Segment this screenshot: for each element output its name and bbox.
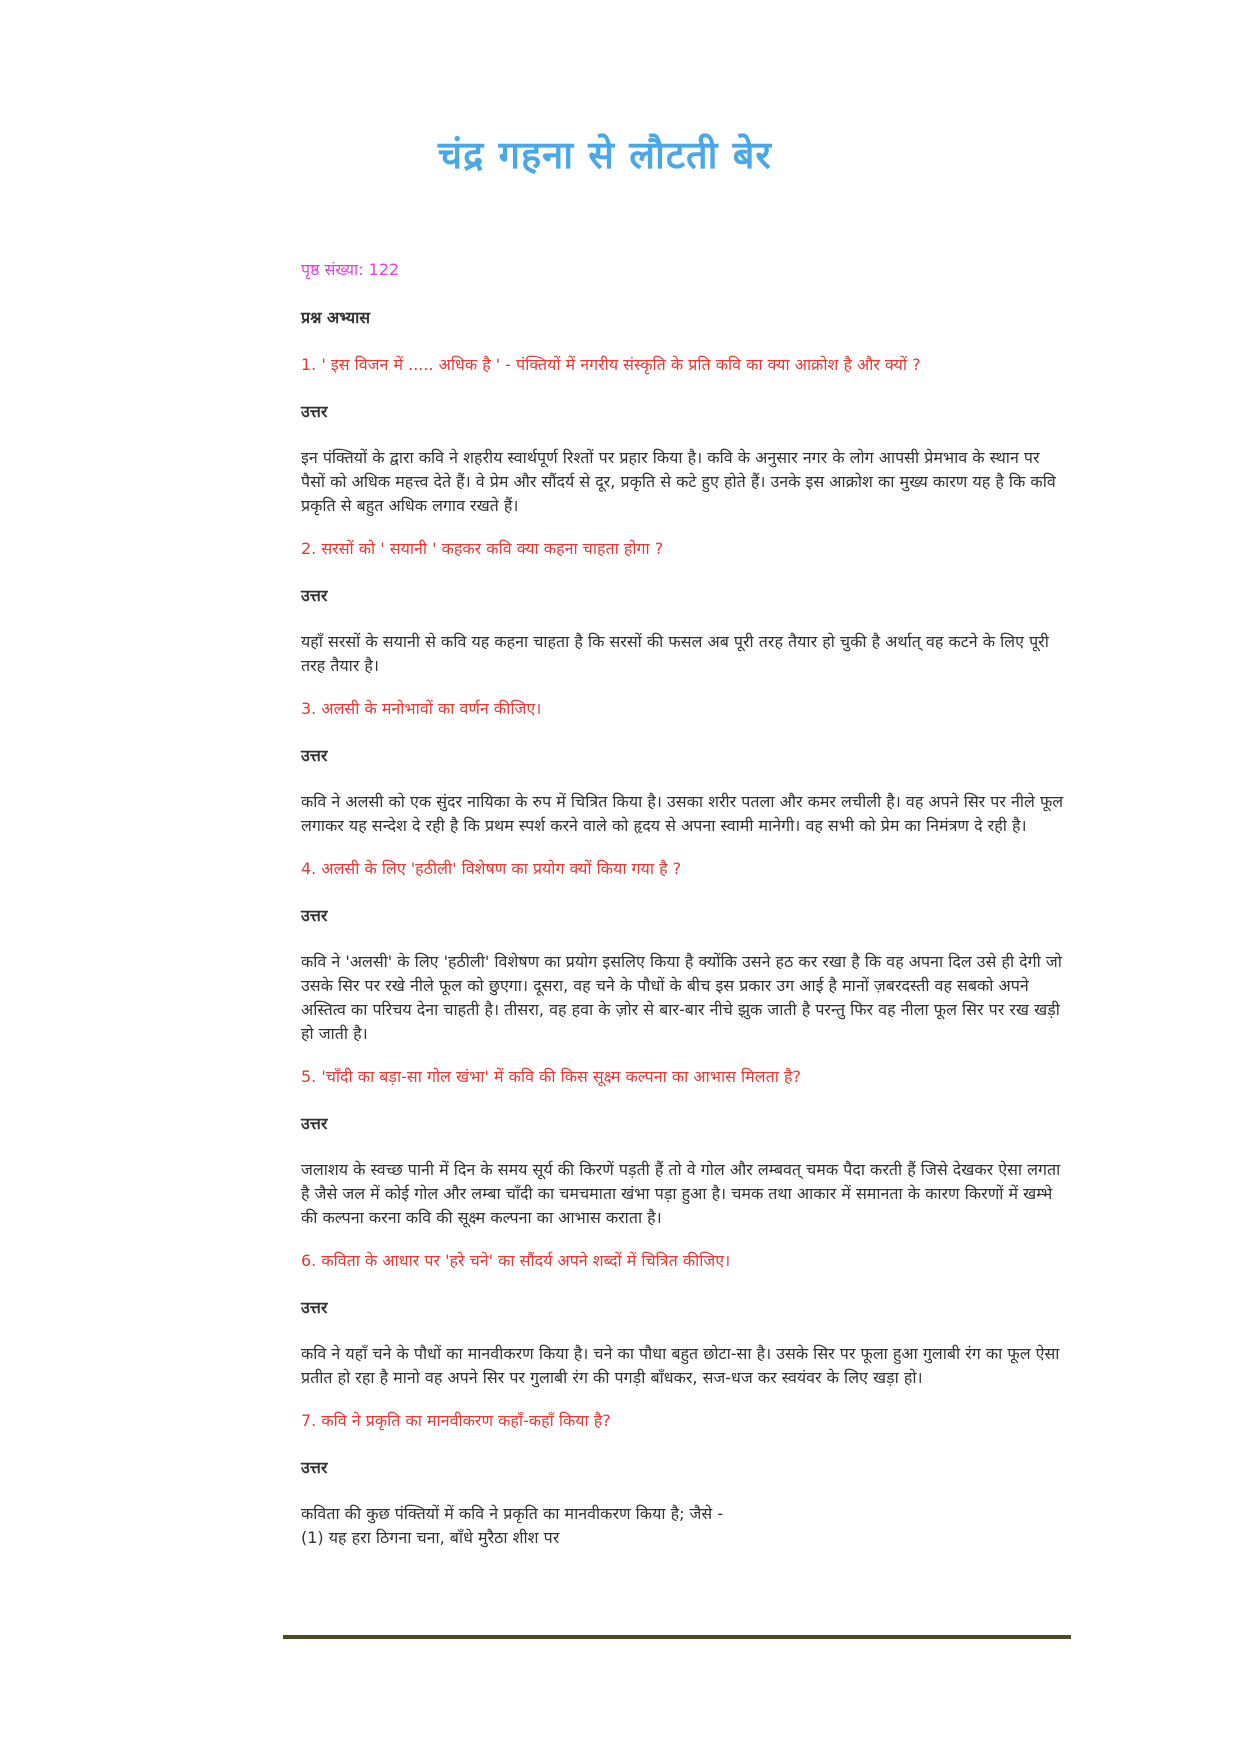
question-1: 1. ' इस विजन में ..... अधिक है ' - पंक्तियों में नगरीय संस्कृति के प्रति कवि का क्या आक्रोश है और क्यों ?	[301, 355, 921, 374]
bottom-rule	[283, 1635, 1071, 1639]
qa-item-5	[295, 1066, 1065, 1230]
qa-item-7	[295, 1410, 1065, 1550]
qa-item-2	[295, 538, 1065, 678]
answer-label-6: उत्तर	[301, 1298, 328, 1317]
answer-label-3: उत्तर	[301, 746, 328, 765]
answer-4: कवि ने 'अलसी' के लिए 'हठीली' विशेषण का प्रयोग इसलिए किया है क्योंकि उसने हठ कर रखा है कि वह अपना दिल उसे ही देगी जो उसके सिर पर रखे नीले फूल को छुएगा। दूसरा, वह चने के पौधों के बीच इस प्रकार उग आई है मानों ज़बरदस्ती वह सबको अपने अस्तित्व का परिचय देना चाहती है। तीसरा, वह हवा के ज़ोर से बार-बार नीचे झुक जाती है परन्तु फिर वह नीला फूल सिर पर रख खड़ी हो जाती है।	[301, 952, 1062, 1043]
answer-3: कवि ने अलसी को एक सुंदर नायिका के रुप में चित्रित किया है। उसका शरीर पतला और कमर लचीली है। वह अपने सिर पर नीले फूल लगाकर यह सन्देश दे रही है कि प्रथम स्पर्श करने वाले को हृदय से अपना स्वामी मानेगी। वह सभी को प्रेम का निमंत्रण दे रही है।	[301, 792, 1064, 835]
answer-2: यहाँ सरसों के सयानी से कवि यह कहना चाहता है कि सरसों की फसल अब पूरी तरह तैयार हो चुकी है अर्थात् वह कटने के लिए पूरी तरह तैयार है।	[301, 632, 1049, 675]
content	[295, 258, 1065, 1570]
qa-item-4	[295, 858, 1065, 1046]
question-2: 2. सरसों को ' सयानी ' कहकर कवि क्या कहना चाहता होगा ?	[301, 539, 664, 558]
question-5: 5. 'चाँदी का बड़ा-सा गोल खंभा' में कवि की किस सूक्ष्म कल्पना का आभास मिलता है?	[301, 1067, 801, 1086]
page-number: पृष्ठ संख्या: 122	[301, 260, 400, 279]
answer-5: जलाशय के स्वच्छ पानी में दिन के समय सूर्य की किरणें पड़ती हैं तो वे गोल और लम्बवत् चमक पैदा करती हैं जिसे देखकर ऐसा लगता है जैसे जल में कोई गोल और लम्बा चाँदी का चमचमाता खंभा पड़ा हुआ है। चमक तथा आकार में समानता के कारण किरणों में खम्भे की कल्पना करना कवि की सूक्ष्म कल्पना का आभास कराता है।	[301, 1160, 1061, 1227]
page-title: चंद्र गहना से लौटती बेर	[438, 133, 772, 177]
answer-label-4: उत्तर	[301, 906, 328, 925]
answer-label-5: उत्तर	[301, 1114, 328, 1133]
question-6: 6. कविता के आधार पर 'हरे चने' का सौंदर्य अपने शब्दों में चित्रित कीजिए।	[301, 1251, 731, 1270]
qa-item-3	[295, 698, 1065, 838]
qa-item-6	[295, 1250, 1065, 1390]
section-heading: प्रश्न अभ्यास	[301, 308, 371, 327]
answer-7: कविता की कुछ पंक्तियों में कवि ने प्रकृति का मानवीकरण किया है; जैसे - (1) यह हरा ठिगना चना, बाँधे मुरैठा शीश पर	[301, 1504, 724, 1547]
question-7: 7. कवि ने प्रकृति का मानवीकरण कहाँ-कहाँ किया है?	[301, 1411, 611, 1430]
answer-label-7: उत्तर	[301, 1458, 328, 1477]
answer-label-1: उत्तर	[301, 402, 328, 421]
answer-1: इन पंक्तियों के द्वारा कवि ने शहरीय स्वार्थपूर्ण रिश्तों पर प्रहार किया है। कवि के अनुसार नगर के लोग आपसी प्रेमभाव के स्थान पर पैसों को अधिक महत्त्व देते हैं। वे प्रेम और सौंदर्य से दूर, प्रकृति से कटे हुए होते हैं। उनके इस आक्रोश का मुख्य कारण यह है कि कवि प्रकृति से बहुत अधिक लगाव रखते हैं।	[301, 448, 1056, 515]
answer-6: कवि ने यहाँ चने के पौधों का मानवीकरण किया है। चने का पौधा बहुत छोटा-सा है। उसके सिर पर फूला हुआ गुलाबी रंग का फूल ऐसा प्रतीत हो रहा है मानो वह अपने सिर पर गुलाबी रंग की पगड़ी बाँधकर, सज-धज कर स्वयंवर के लिए खड़ा हो।	[301, 1344, 1060, 1387]
qa-item-1	[295, 354, 1065, 518]
answer-label-2: उत्तर	[301, 586, 328, 605]
question-3: 3. अलसी के मनोभावों का वर्णन कीजिए।	[301, 699, 542, 718]
question-4: 4. अलसी के लिए 'हठीली' विशेषण का प्रयोग क्यों किया गया है ?	[301, 859, 682, 878]
